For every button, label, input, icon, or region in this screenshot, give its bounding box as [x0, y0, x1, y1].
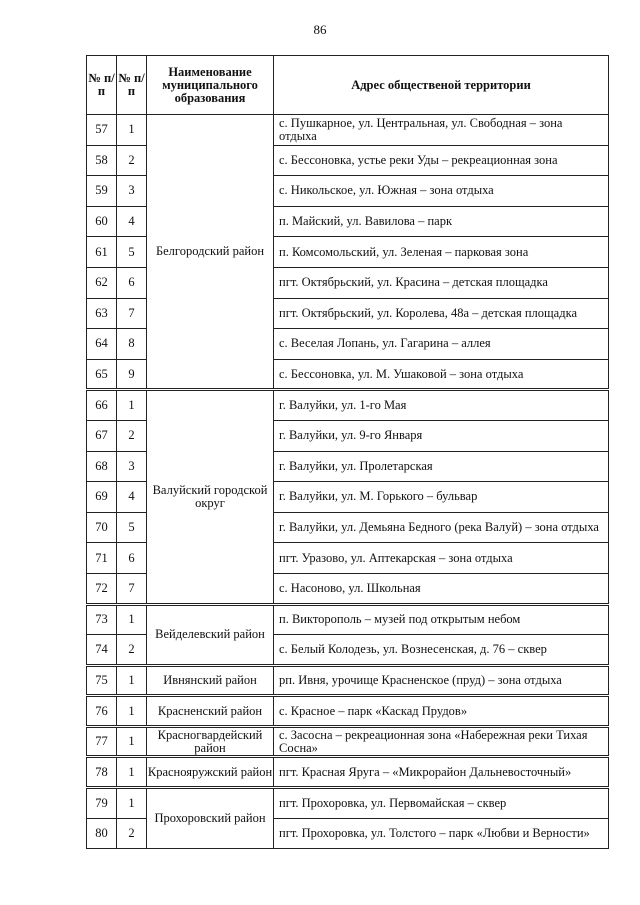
address-cell: пгт. Прохоровка, ул. Первомайская – сквер [274, 788, 609, 819]
address-cell: пгт. Красная Яруга – «Микрорайон Дальневосточный» [274, 757, 609, 788]
municipality-cell: Красногвардейский район [147, 726, 274, 757]
address-cell: с. Никольское, ул. Южная – зона отдыха [274, 176, 609, 207]
table-header-row [87, 56, 609, 115]
address-cell: г. Валуйки, ул. Пролетарская [274, 451, 609, 482]
row-number-local: 1 [117, 726, 147, 757]
row-number-global: 64 [87, 329, 117, 360]
row-number-local: 7 [117, 573, 147, 604]
table-row [87, 788, 609, 819]
table-row [87, 696, 609, 727]
row-number-global: 72 [87, 573, 117, 604]
table-row [87, 757, 609, 788]
table-row [87, 604, 609, 635]
address-cell: пгт. Октябрьский, ул. Красина – детская площадка [274, 267, 609, 298]
row-number-global: 78 [87, 757, 117, 788]
row-number-local: 2 [117, 145, 147, 176]
row-number-global: 80 [87, 818, 117, 849]
row-number-global: 73 [87, 604, 117, 635]
row-number-local: 5 [117, 512, 147, 543]
row-number-local: 6 [117, 267, 147, 298]
row-number-global: 79 [87, 788, 117, 819]
address-cell: рп. Ивня, урочище Красненское (пруд) – зона отдыха [274, 665, 609, 696]
address-cell: пгт. Уразово, ул. Аптекарская – зона отдыха [274, 543, 609, 574]
row-number-global: 66 [87, 390, 117, 421]
row-number-global: 65 [87, 359, 117, 390]
row-number-global: 57 [87, 115, 117, 146]
row-number-local: 2 [117, 420, 147, 451]
header-address: Адрес общественой территории [274, 56, 609, 115]
address-cell: с. Засосна – рекреационная зона «Набережная реки Тихая Сосна» [274, 726, 609, 757]
row-number-global: 75 [87, 665, 117, 696]
address-cell: г. Валуйки, ул. Демьяна Бедного (река Валуй) – зона отдыха [274, 512, 609, 543]
row-number-local: 7 [117, 298, 147, 329]
page-number: 86 [313, 22, 327, 37]
row-number-global: 59 [87, 176, 117, 207]
municipality-cell: Валуйский городской округ [147, 390, 274, 604]
address-cell: с. Красное – парк «Каскад Прудов» [274, 696, 609, 727]
table-row [87, 665, 609, 696]
row-number-global: 76 [87, 696, 117, 727]
row-number-local: 8 [117, 329, 147, 360]
row-number-global: 74 [87, 635, 117, 666]
address-cell: с. Пушкарное, ул. Центральная, ул. Свободная – зона отдыха [274, 115, 609, 146]
row-number-local: 1 [117, 788, 147, 819]
row-number-local: 1 [117, 115, 147, 146]
row-number-local: 5 [117, 237, 147, 268]
row-number-local: 1 [117, 390, 147, 421]
address-cell: пгт. Октябрьский, ул. Королева, 48а – детская площадка [274, 298, 609, 329]
address-cell: г. Валуйки, ул. 1-го Мая [274, 390, 609, 421]
municipality-cell: Красненский район [147, 696, 274, 727]
municipality-cell: Ивнянский район [147, 665, 274, 696]
row-number-local: 4 [117, 482, 147, 513]
address-cell: п. Майский, ул. Вавилова – парк [274, 206, 609, 237]
header-num-1: № п/п [87, 56, 117, 115]
row-number-global: 61 [87, 237, 117, 268]
row-number-local: 3 [117, 176, 147, 207]
row-number-local: 2 [117, 635, 147, 666]
address-cell: с. Белый Колодезь, ул. Вознесенская, д. 76 – сквер [274, 635, 609, 666]
table-row [87, 390, 609, 421]
table-row [87, 726, 609, 757]
row-number-global: 62 [87, 267, 117, 298]
row-number-local: 1 [117, 665, 147, 696]
row-number-global: 63 [87, 298, 117, 329]
address-cell: п. Викторополь – музей под открытым небом [274, 604, 609, 635]
address-cell: с. Бессоновка, устье реки Уды – рекреационная зона [274, 145, 609, 176]
municipality-cell: Прохоровский район [147, 788, 274, 849]
row-number-global: 71 [87, 543, 117, 574]
row-number-local: 9 [117, 359, 147, 390]
header-municipality: Наименование муниципального образования [147, 56, 274, 115]
row-number-global: 68 [87, 451, 117, 482]
address-cell: пгт. Прохоровка, ул. Толстого – парк «Любви и Верности» [274, 818, 609, 849]
row-number-local: 1 [117, 757, 147, 788]
row-number-local: 1 [117, 604, 147, 635]
row-number-global: 77 [87, 726, 117, 757]
header-num-2: № п/п [117, 56, 147, 115]
row-number-local: 1 [117, 696, 147, 727]
row-number-local: 4 [117, 206, 147, 237]
municipality-cell: Белгородский район [147, 115, 274, 390]
address-cell: с. Веселая Лопань, ул. Гагарина – аллея [274, 329, 609, 360]
address-cell: п. Комсомольский, ул. Зеленая – парковая зона [274, 237, 609, 268]
municipality-cell: Краснояружский район [147, 757, 274, 788]
row-number-global: 70 [87, 512, 117, 543]
municipality-cell: Вейделевский район [147, 604, 274, 665]
address-cell: с. Бессоновка, ул. М. Ушаковой – зона отдыха [274, 359, 609, 390]
row-number-global: 67 [87, 420, 117, 451]
row-number-local: 2 [117, 818, 147, 849]
address-cell: г. Валуйки, ул. 9-го Января [274, 420, 609, 451]
row-number-local: 3 [117, 451, 147, 482]
address-cell: с. Насоново, ул. Школьная [274, 573, 609, 604]
address-cell: г. Валуйки, ул. М. Горького – бульвар [274, 482, 609, 513]
row-number-global: 58 [87, 145, 117, 176]
row-number-local: 6 [117, 543, 147, 574]
table-row [87, 115, 609, 146]
row-number-global: 69 [87, 482, 117, 513]
territories-table [86, 55, 609, 849]
row-number-global: 60 [87, 206, 117, 237]
